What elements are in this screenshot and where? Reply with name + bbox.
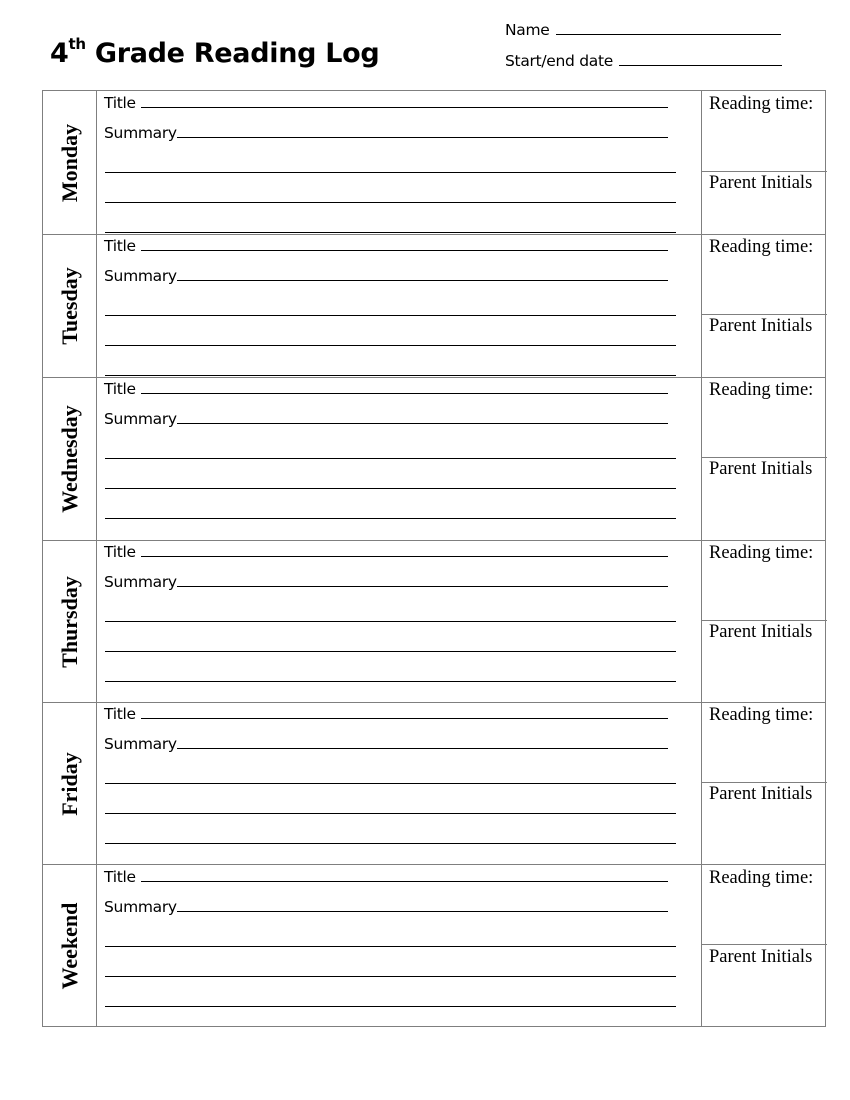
side-cells xyxy=(701,541,827,702)
day-label: Tuesday xyxy=(56,267,82,345)
title-field xyxy=(104,380,668,398)
side-cells xyxy=(701,865,827,1026)
title-label: Title xyxy=(104,237,136,255)
day-row-friday xyxy=(42,702,826,864)
parent-initials-label: Parent Initials xyxy=(709,316,813,336)
day-row-weekend xyxy=(42,864,826,1027)
day-row-monday xyxy=(42,90,826,234)
writing-line[interactable] xyxy=(105,345,676,346)
writing-line[interactable] xyxy=(105,651,676,652)
name-label: Name xyxy=(505,21,550,39)
reading-time-label: Reading time: xyxy=(709,237,814,257)
writing-line[interactable] xyxy=(105,488,676,489)
writing-line[interactable] xyxy=(105,315,676,316)
day-label-cell xyxy=(43,91,97,234)
day-label: Monday xyxy=(56,123,82,202)
title-field xyxy=(104,94,668,112)
title-blank[interactable] xyxy=(141,381,668,394)
summary-blank[interactable] xyxy=(177,411,668,424)
day-label: Wednesday xyxy=(56,405,82,513)
summary-label: Summary xyxy=(104,898,177,916)
writing-line[interactable] xyxy=(105,813,676,814)
reading-time-label: Reading time: xyxy=(709,868,814,888)
title-field xyxy=(104,543,668,561)
parent-initials-label: Parent Initials xyxy=(709,622,813,642)
writing-line[interactable] xyxy=(105,518,676,519)
side-cells xyxy=(701,703,827,864)
title-field xyxy=(104,868,668,886)
day-row-tuesday xyxy=(42,234,826,377)
writing-line[interactable] xyxy=(105,375,676,376)
title-label: Title xyxy=(104,868,136,886)
title-blank[interactable] xyxy=(141,95,668,108)
entry-area xyxy=(97,235,701,377)
title-label: Title xyxy=(104,380,136,398)
title-field xyxy=(104,237,668,255)
title-blank[interactable] xyxy=(141,869,668,882)
writing-line[interactable] xyxy=(105,458,676,459)
day-label-cell xyxy=(43,865,97,1026)
title-field xyxy=(104,705,668,723)
date-blank[interactable] xyxy=(619,53,782,66)
day-label: Friday xyxy=(56,751,82,816)
title-label: Title xyxy=(104,94,136,112)
writing-line[interactable] xyxy=(105,783,676,784)
page-title xyxy=(50,35,380,69)
writing-line[interactable] xyxy=(105,976,676,977)
writing-line[interactable] xyxy=(105,621,676,622)
reading-time-cell[interactable] xyxy=(702,703,827,783)
title-blank[interactable] xyxy=(141,238,668,251)
title-grade: 4 xyxy=(50,38,69,69)
day-label: Thursday xyxy=(56,575,82,668)
date-field xyxy=(505,52,782,70)
summary-blank[interactable] xyxy=(177,125,668,138)
writing-line[interactable] xyxy=(105,946,676,947)
entry-area xyxy=(97,865,701,1026)
reading-time-cell[interactable] xyxy=(702,865,827,945)
writing-line[interactable] xyxy=(105,232,676,233)
name-field xyxy=(505,21,781,39)
writing-line[interactable] xyxy=(105,202,676,203)
title-rest: Grade Reading Log xyxy=(94,38,380,69)
side-cells xyxy=(701,235,827,377)
reading-log-table xyxy=(42,90,826,1027)
entry-area xyxy=(97,541,701,702)
reading-time-cell[interactable] xyxy=(702,378,827,458)
day-row-wednesday xyxy=(42,377,826,540)
day-label-cell xyxy=(43,541,97,702)
date-label: Start/end date xyxy=(505,52,613,70)
writing-line[interactable] xyxy=(105,843,676,844)
name-blank[interactable] xyxy=(556,22,781,35)
summary-label: Summary xyxy=(104,573,177,591)
day-label-cell xyxy=(43,378,97,540)
reading-time-label: Reading time: xyxy=(709,94,814,114)
reading-time-cell[interactable] xyxy=(702,91,827,172)
summary-blank[interactable] xyxy=(177,268,668,281)
title-blank[interactable] xyxy=(141,706,668,719)
title-label: Title xyxy=(104,705,136,723)
title-suffix: th xyxy=(68,35,86,53)
entry-area xyxy=(97,703,701,864)
entry-area xyxy=(97,91,701,234)
summary-field xyxy=(104,267,668,285)
summary-blank[interactable] xyxy=(177,899,668,912)
side-cells xyxy=(701,378,827,540)
summary-blank[interactable] xyxy=(177,736,668,749)
parent-initials-label: Parent Initials xyxy=(709,459,813,479)
entry-area xyxy=(97,378,701,540)
day-row-thursday xyxy=(42,540,826,702)
summary-blank[interactable] xyxy=(177,574,668,587)
summary-label: Summary xyxy=(104,735,177,753)
reading-time-label: Reading time: xyxy=(709,380,814,400)
summary-field xyxy=(104,124,668,142)
reading-time-cell[interactable] xyxy=(702,541,827,621)
parent-initials-label: Parent Initials xyxy=(709,173,813,193)
summary-label: Summary xyxy=(104,267,177,285)
summary-label: Summary xyxy=(104,410,177,428)
title-blank[interactable] xyxy=(141,544,668,557)
summary-field xyxy=(104,410,668,428)
summary-label: Summary xyxy=(104,124,177,142)
parent-initials-label: Parent Initials xyxy=(709,784,813,804)
title-label: Title xyxy=(104,543,136,561)
day-label-cell xyxy=(43,235,97,377)
reading-time-label: Reading time: xyxy=(709,543,814,563)
writing-line[interactable] xyxy=(105,172,676,173)
summary-field xyxy=(104,898,668,916)
reading-time-cell[interactable] xyxy=(702,235,827,315)
writing-line[interactable] xyxy=(105,1006,676,1007)
day-label: Weekend xyxy=(56,902,82,989)
parent-initials-label: Parent Initials xyxy=(709,947,813,967)
day-label-cell xyxy=(43,703,97,864)
summary-field xyxy=(104,573,668,591)
writing-line[interactable] xyxy=(105,681,676,682)
side-cells xyxy=(701,91,827,234)
summary-field xyxy=(104,735,668,753)
reading-time-label: Reading time: xyxy=(709,705,814,725)
